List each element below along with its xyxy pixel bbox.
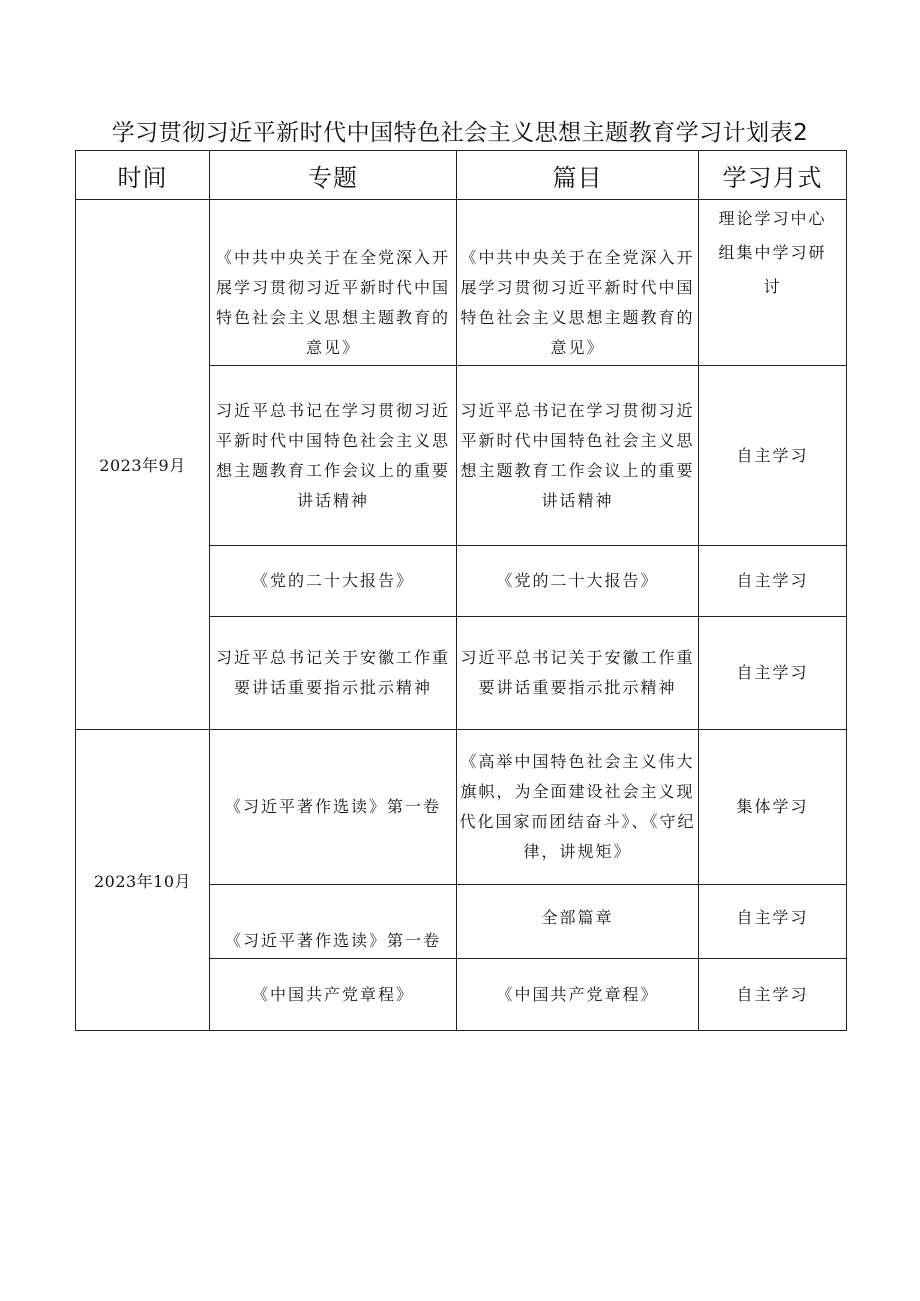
method-text: 自主学习 <box>736 908 809 927</box>
chapter-cell <box>457 617 699 730</box>
method-line: 讨 <box>763 277 782 296</box>
header-row <box>76 151 847 200</box>
header-time: 时间 <box>76 151 210 200</box>
chapter-text: 习近平总书记在学习贯彻习近平新时代中国特色社会主义思想主题教育工作会议上的重要讲话精神 <box>460 400 695 510</box>
topic-cell <box>210 959 457 1031</box>
chapter-text: 《高举中国特色社会主义伟大旗帜，为全面建设社会主义现代化国家而团结奋斗》、《守纪律，讲规矩》 <box>459 752 696 861</box>
study-plan-table <box>75 150 847 1031</box>
topic-text: 《习近平著作选读》第一卷 <box>224 797 441 816</box>
time-cell-september: 2023年9月 <box>76 200 210 730</box>
topic-cell <box>210 885 457 959</box>
topic-cell <box>210 366 457 546</box>
chapter-cell <box>457 546 699 617</box>
table-row <box>76 730 847 885</box>
method-text: 自主学习 <box>736 984 809 1004</box>
method-text: 自主学习 <box>736 663 809 682</box>
chapter-text: 《中国共产党章程》 <box>496 984 659 1004</box>
method-cell <box>699 546 847 617</box>
chapter-text: 《党的二十大报告》 <box>496 571 659 590</box>
topic-cell <box>210 546 457 617</box>
method-text: 自主学习 <box>736 445 809 465</box>
chapter-cell <box>457 730 699 885</box>
method-cell <box>699 200 847 366</box>
method-line: 理论学习中心 <box>718 209 827 228</box>
method-text: 集体学习 <box>736 797 809 816</box>
header-method: 学习月式 <box>699 151 847 200</box>
document-title: 学习贯彻习近平新时代中国特色社会主义思想主题教育学习计划表2 <box>111 120 809 146</box>
method-text: 自主学习 <box>736 571 809 590</box>
method-cell <box>699 730 847 885</box>
chapter-cell <box>457 959 699 1031</box>
chapter-text: 全部篇章 <box>541 908 614 927</box>
topic-cell <box>210 200 457 366</box>
topic-text: 习近平总书记关于安徽工作重要讲话重要指示批示精神 <box>215 648 450 697</box>
header-chapter: 篇目 <box>457 151 699 200</box>
chapter-cell <box>457 366 699 546</box>
header-topic: 专题 <box>210 151 457 200</box>
topic-text: 《习近平著作选读》第一卷 <box>224 931 441 950</box>
method-cell <box>699 885 847 959</box>
topic-text: 《党的二十大报告》 <box>251 571 414 590</box>
method-line: 组集中学习研 <box>718 243 827 262</box>
topic-text: 习近平总书记在学习贯彻习近平新时代中国特色社会主义思想主题教育工作会议上的重要讲话精神 <box>215 400 450 510</box>
chapter-cell <box>457 200 699 366</box>
time-cell-october: 2023年10月 <box>76 730 210 1031</box>
topic-text: 《中国共产党章程》 <box>251 984 414 1004</box>
method-cell <box>699 959 847 1031</box>
chapter-text: 习近平总书记关于安徽工作重要讲话重要指示批示精神 <box>460 648 695 697</box>
method-cell <box>699 366 847 546</box>
table-row <box>76 200 847 366</box>
chapter-cell <box>457 885 699 959</box>
chapter-text: 《中共中央关于在全党深入开展学习贯彻习近平新时代中国特色社会主义思想主题教育的意见》 <box>460 247 695 357</box>
topic-cell <box>210 617 457 730</box>
topic-cell <box>210 730 457 885</box>
topic-text: 《中共中央关于在全党深入开展学习贯彻习近平新时代中国特色社会主义思想主题教育的意见》 <box>215 247 450 357</box>
method-cell <box>699 617 847 730</box>
